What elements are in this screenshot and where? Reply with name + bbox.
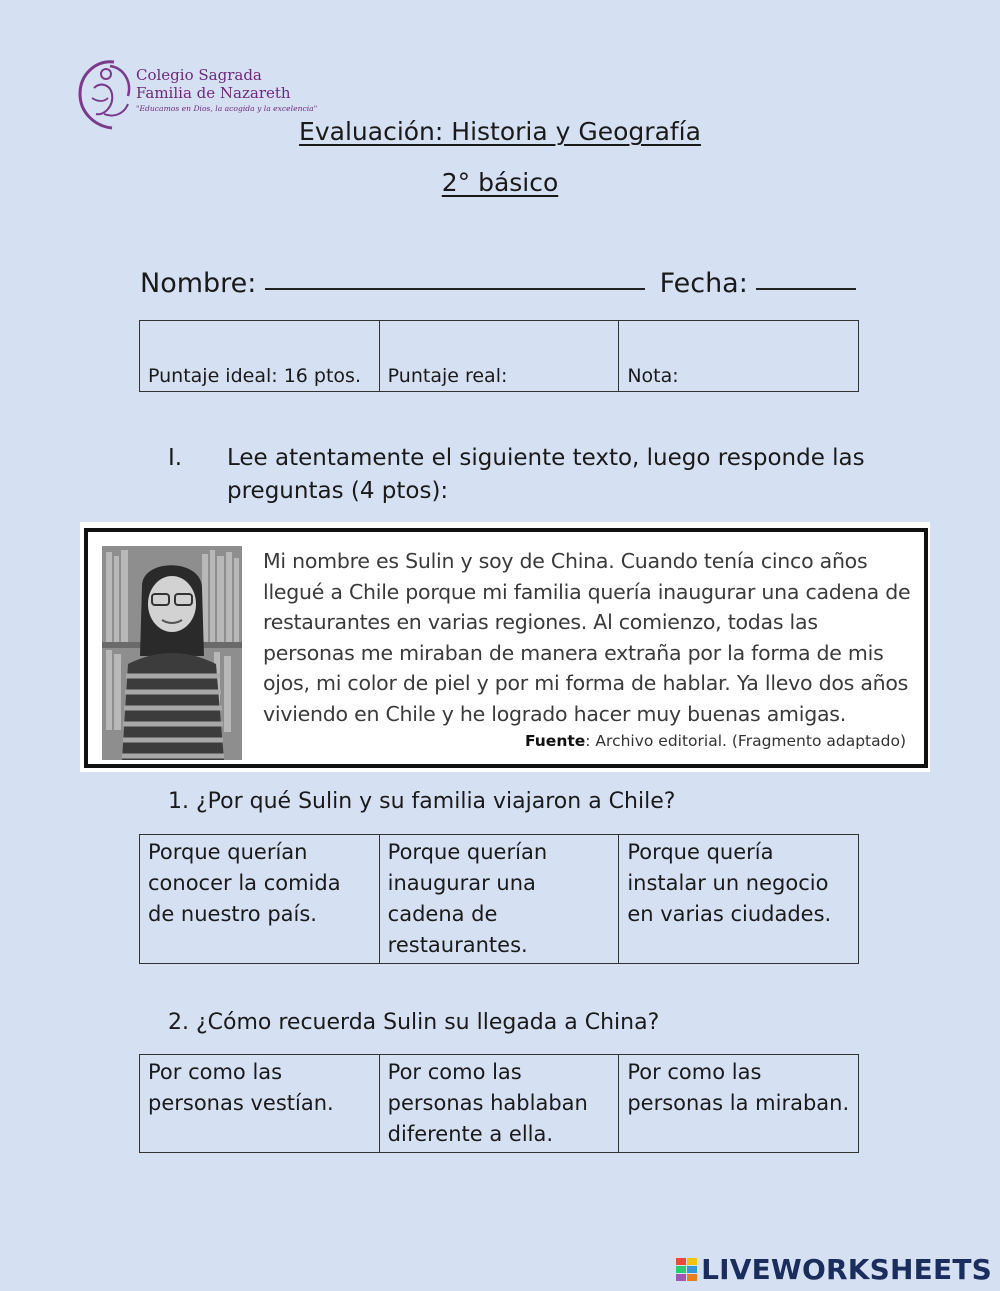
date-field[interactable] (756, 268, 856, 290)
liveworksheets-logo-icon (676, 1258, 698, 1282)
student-photo (102, 546, 242, 760)
section-number: I. (168, 445, 183, 471)
date-label: Fecha: (659, 268, 748, 299)
page-title: Evaluación: Historia y Geografía (299, 117, 701, 146)
school-motto: "Educamos en Dios, la acogida y la excelencia" (136, 104, 318, 113)
q1-option-2[interactable]: Porque querían inaugurar una cadena de restaurantes. (379, 835, 619, 964)
name-date-line (140, 268, 856, 299)
q1-option-1[interactable]: Porque querían conocer la comida de nuestro país. (140, 835, 380, 964)
liveworksheets-watermark: LIVEWORKSHEETS (676, 1253, 992, 1286)
score-table (139, 320, 859, 392)
reading-box (80, 522, 930, 772)
question-2: 2. ¿Cómo recuerda Sulin su llegada a China? (168, 1010, 660, 1035)
reading-frame (84, 528, 928, 768)
reading-text: Mi nombre es Sulin y soy de China. Cuando tenía cinco años llegué a Chile porque mi familia quería inaugurar una cadena de restaurantes en varias regiones. Al comienzo, todas las personas me miraban de manera extraña por la forma de mis ojos, mi color de piel y por mi forma de hablar. Ya llevo dos años viviendo en Chile y he logrado hacer muy buenas amigas. (263, 549, 911, 726)
q2-option-1[interactable]: Por como las personas vestían. (140, 1055, 380, 1153)
score-ideal-cell: Puntaje ideal: 16 ptos. (140, 321, 380, 392)
name-label: Nombre: (140, 268, 257, 299)
section-instructions: Lee atentamente el siguiente texto, luego responde las preguntas (4 ptos): (227, 445, 865, 504)
name-field[interactable] (265, 268, 645, 290)
question-2-options (139, 1054, 859, 1153)
grade-title: 2° básico (441, 168, 559, 197)
score-real-cell[interactable]: Puntaje real: (379, 321, 619, 392)
q2-option-3[interactable]: Por como las personas la miraban. (619, 1055, 859, 1153)
reading-source: Fuente: Archivo editorial. (Fragmento adaptado) (524, 732, 906, 750)
q1-option-3[interactable]: Porque quería instalar un negocio en varias ciudades. (619, 835, 859, 964)
grade-cell[interactable]: Nota: (619, 321, 859, 392)
school-name-line1: Colegio Sagrada (136, 66, 262, 84)
question-1: 1. ¿Por qué Sulin y su familia viajaron a Chile? (168, 789, 676, 814)
school-name-line2: Familia de Nazareth (136, 84, 291, 102)
question-1-options (139, 834, 859, 964)
q2-option-2[interactable]: Por como las personas hablaban diferente a ella. (379, 1055, 619, 1153)
